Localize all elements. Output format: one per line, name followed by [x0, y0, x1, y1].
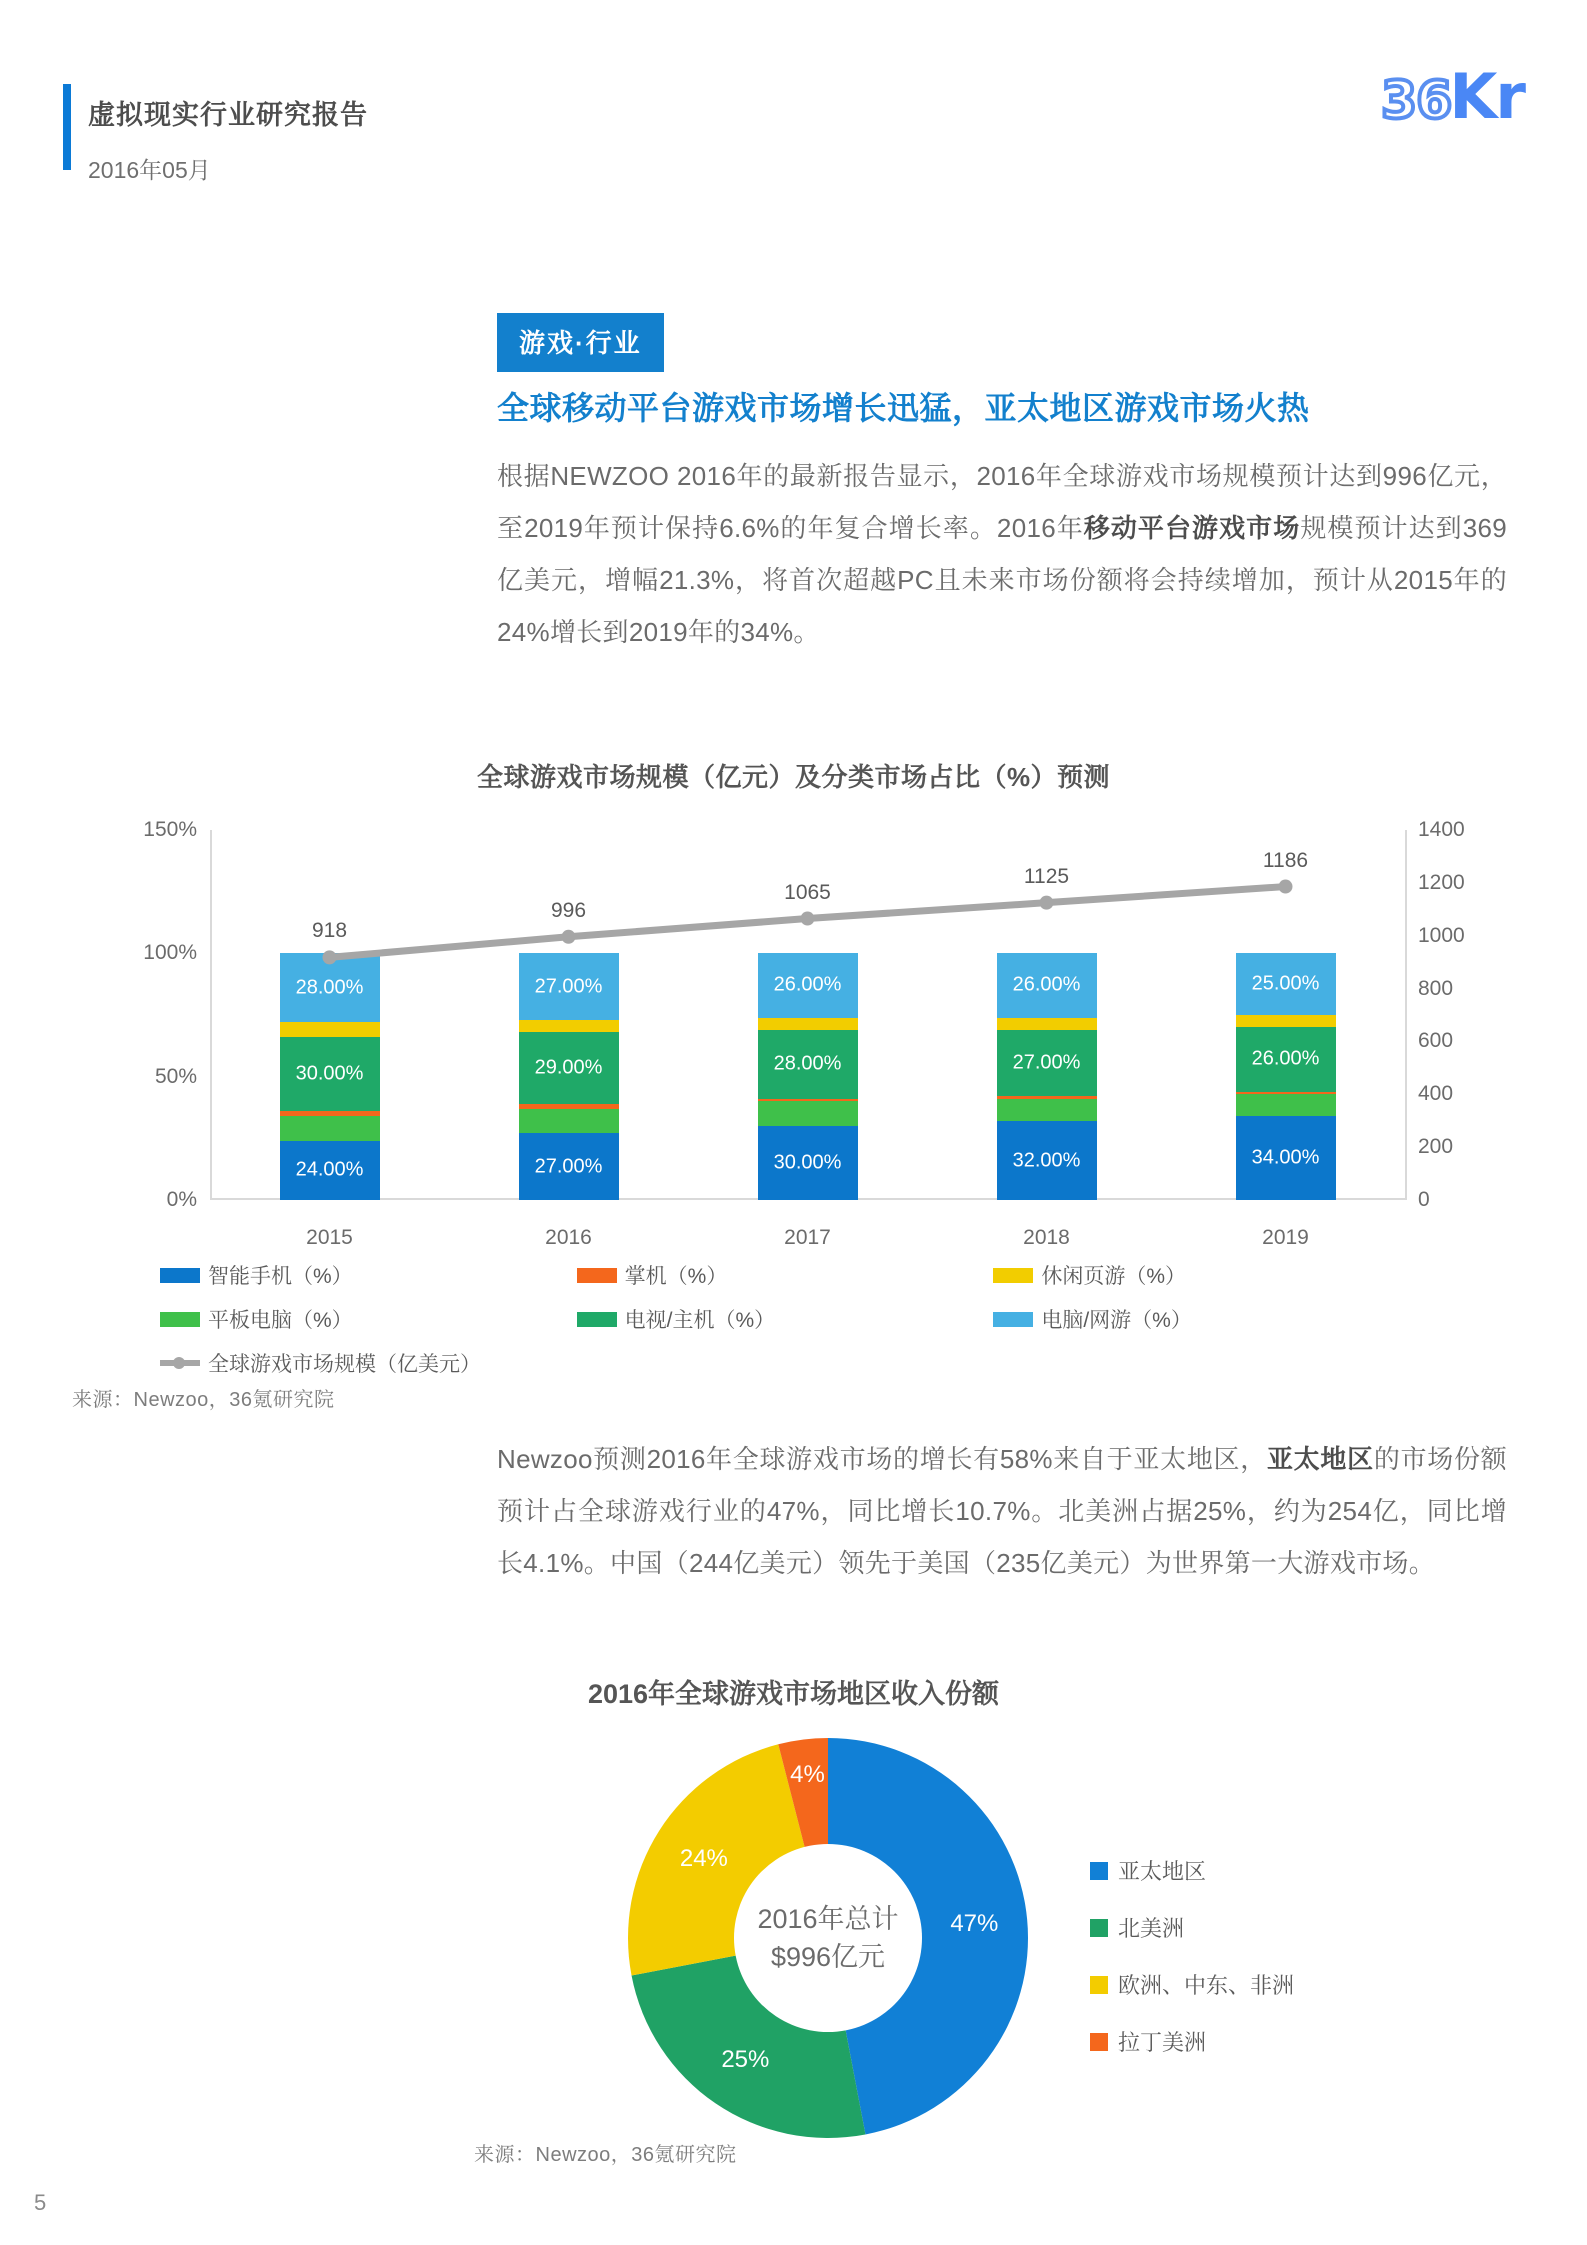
paragraph-1-part-a: 根据NEWZOO 2016年的最新报告显示，2016年全球游戏市场规模预计达到996亿元，至2019年预计保持6.6%的年复合增长率。2016年 [497, 461, 1507, 543]
paragraph-2-emphasis: 亚太地区 [1266, 1444, 1374, 1474]
legend-item[interactable] [577, 1260, 994, 1290]
donut-chart [628, 1738, 1028, 2138]
36kr-logo [1381, 60, 1524, 133]
legend-label: 亚太地区 [1118, 1859, 1207, 1884]
bar-segment-label: 28.00% [773, 1052, 842, 1075]
legend-swatch [1090, 1862, 1108, 1880]
legend-label: 全球游戏市场规模（亿美元） [208, 1353, 481, 1376]
donut-slice-label: 4% [790, 1761, 825, 1789]
bar-segment-label: 26.00% [1251, 1047, 1320, 1070]
x-axis-label: 2018 [1023, 1226, 1070, 1249]
x-axis-label: 2015 [306, 1226, 353, 1249]
bar-segment-label: 29.00% [534, 1056, 603, 1079]
bar-segment-label: 24.00% [295, 1158, 364, 1181]
donut-center-line2: $996亿元 [770, 1942, 886, 1972]
right-tick-label: 1200 [1418, 870, 1465, 894]
x-axis-label: 2019 [1262, 1226, 1309, 1249]
legend-swatch [993, 1268, 1033, 1283]
legend-item[interactable] [160, 1304, 577, 1334]
source-note-2: 来源：Newzoo，36氪研究院 [474, 2144, 737, 2166]
right-tick-label: 600 [1418, 1029, 1454, 1053]
legend-swatch [577, 1312, 617, 1327]
paragraph-2-part-a: Newzoo预测2016年全球游戏市场的增长有58%来自于亚太地区， [497, 1444, 1267, 1474]
line-data-point [801, 912, 815, 926]
right-axis-ticks [1418, 810, 1508, 1220]
x-axis-label: 2017 [784, 1226, 831, 1249]
bar-segment-label: 27.00% [534, 1155, 603, 1178]
paragraph-1-emphasis: 移动平台游戏市场 [1083, 513, 1301, 543]
legend-label: 智能手机（%） [208, 1265, 353, 1288]
left-tick-label: 0% [166, 1188, 197, 1211]
donut-center-label [734, 1844, 922, 2032]
legend-label: 电脑/网游（%） [1041, 1309, 1192, 1332]
right-tick-label: 200 [1418, 1135, 1454, 1159]
legend-label: 拉丁美洲 [1118, 2030, 1207, 2055]
legend-row [160, 1304, 1410, 1334]
bar-segment-label: 34.00% [1251, 1146, 1320, 1169]
legend-row [160, 1260, 1410, 1290]
chart-right-axis [1405, 830, 1407, 1200]
line-point-label: 1065 [784, 880, 831, 904]
donut-slice-label: 25% [721, 2045, 770, 2073]
donut-slice-label: 47% [950, 1910, 999, 1938]
bar-segment-label: 30.00% [295, 1062, 364, 1085]
legend-item[interactable] [1090, 1855, 1294, 1886]
line-data-point [1040, 896, 1054, 910]
line-point-label: 1186 [1262, 848, 1309, 872]
article-headline: 全球移动平台游戏市场增长迅猛，亚太地区游戏市场火热 [497, 390, 1310, 426]
legend-label: 电视/主机（%） [624, 1309, 776, 1332]
bar-chart-legend [160, 1260, 1410, 1392]
left-tick-label: 50% [154, 1064, 197, 1088]
header-accent-bar [63, 84, 71, 170]
legend-swatch [577, 1268, 617, 1283]
donut-slice-label: 24% [679, 1845, 728, 1873]
bar-chart-title: 全球游戏市场规模（亿元）及分类市场占比（%）预测 [476, 762, 1111, 792]
bar-segment-label: 26.00% [773, 973, 842, 996]
paragraph-1-part-b: 规模预计达到369亿美元，增幅21.3%，将首次超越PC且未来市场份额将会持续增加，预计从2015年的24%增长到2019年的34%。 [497, 513, 1507, 647]
legend-swatch [160, 1312, 200, 1327]
donut-center-line1: 2016年总计 [757, 1904, 899, 1934]
left-tick-label: 150% [143, 818, 197, 841]
x-axis-label: 2016 [545, 1226, 592, 1249]
right-tick-label: 1000 [1418, 923, 1465, 947]
legend-label: 掌机（%） [624, 1265, 728, 1288]
legend-item[interactable] [577, 1304, 994, 1334]
page-header [0, 0, 1587, 200]
line-data-point [1279, 880, 1293, 894]
legend-swatch [160, 1268, 200, 1283]
legend-label: 北美洲 [1118, 1916, 1185, 1941]
legend-label: 平板电脑（%） [208, 1309, 353, 1332]
line-point-label: 1125 [1023, 864, 1070, 888]
bar-segment-label: 27.00% [534, 975, 603, 998]
legend-item[interactable] [160, 1260, 577, 1290]
bar-segment-label: 28.00% [295, 976, 364, 999]
bar-segment-label: 30.00% [773, 1151, 842, 1174]
legend-row [160, 1348, 1410, 1378]
legend-item[interactable] [1090, 1912, 1294, 1943]
line-data-point [562, 930, 576, 944]
page-number: 5 [34, 2190, 47, 2215]
logo-36-text: 36 [1381, 71, 1452, 131]
line-point-label: 918 [311, 919, 348, 943]
bar-segment-label: 27.00% [1012, 1051, 1081, 1074]
legend-label: 休闲页游（%） [1041, 1265, 1187, 1288]
article-paragraph-2 [497, 1433, 1507, 1589]
paragraph-2-part-b: 的市场份额预计占全球游戏行业的47%，同比增长10.7%。北美洲占据25%，约为254亿，同比增长4.1%。中国（244亿美元）领先于美国（235亿美元）为世界第一大游戏市场。 [497, 1444, 1507, 1578]
logo-kr-text: Kr [1449, 60, 1524, 133]
bar-segment-label: 25.00% [1251, 972, 1320, 995]
legend-swatch [1090, 2033, 1108, 2051]
line-data-point [323, 950, 337, 964]
legend-line-marker [160, 1360, 200, 1366]
legend-swatch [993, 1312, 1033, 1327]
market-size-line [210, 830, 1405, 1200]
report-date: 2016年05月 [88, 157, 211, 183]
legend-item[interactable] [993, 1304, 1410, 1334]
left-axis-ticks [110, 810, 205, 1220]
right-tick-label: 400 [1418, 1082, 1454, 1106]
donut-chart-title: 2016年全球游戏市场地区收入份额 [587, 1679, 1000, 1709]
report-title: 虚拟现实行业研究报告 [88, 100, 368, 130]
legend-item[interactable] [993, 1260, 1410, 1290]
bar-segment-label: 26.00% [1012, 973, 1081, 996]
article-paragraph-1 [497, 450, 1507, 658]
legend-item[interactable] [1090, 1969, 1294, 2000]
right-tick-label: 800 [1418, 976, 1454, 1000]
line-point-label: 996 [550, 898, 587, 922]
donut-chart-legend [1090, 1855, 1294, 2083]
legend-swatch [1090, 1976, 1108, 1994]
right-tick-label: 1400 [1418, 818, 1465, 841]
legend-item-line-series[interactable] [160, 1348, 760, 1378]
bar-segment-label: 32.00% [1012, 1149, 1081, 1172]
left-tick-label: 100% [143, 941, 197, 965]
legend-label: 欧洲、中东、非洲 [1118, 1973, 1295, 1998]
category-tag: 游戏·行业 [497, 313, 664, 372]
source-note-1: 来源：Newzoo，36氪研究院 [72, 1389, 335, 1411]
right-tick-label: 0 [1418, 1188, 1430, 1211]
legend-swatch [1090, 1919, 1108, 1937]
legend-item[interactable] [1090, 2026, 1294, 2057]
stacked-bar-chart [110, 810, 1510, 1250]
